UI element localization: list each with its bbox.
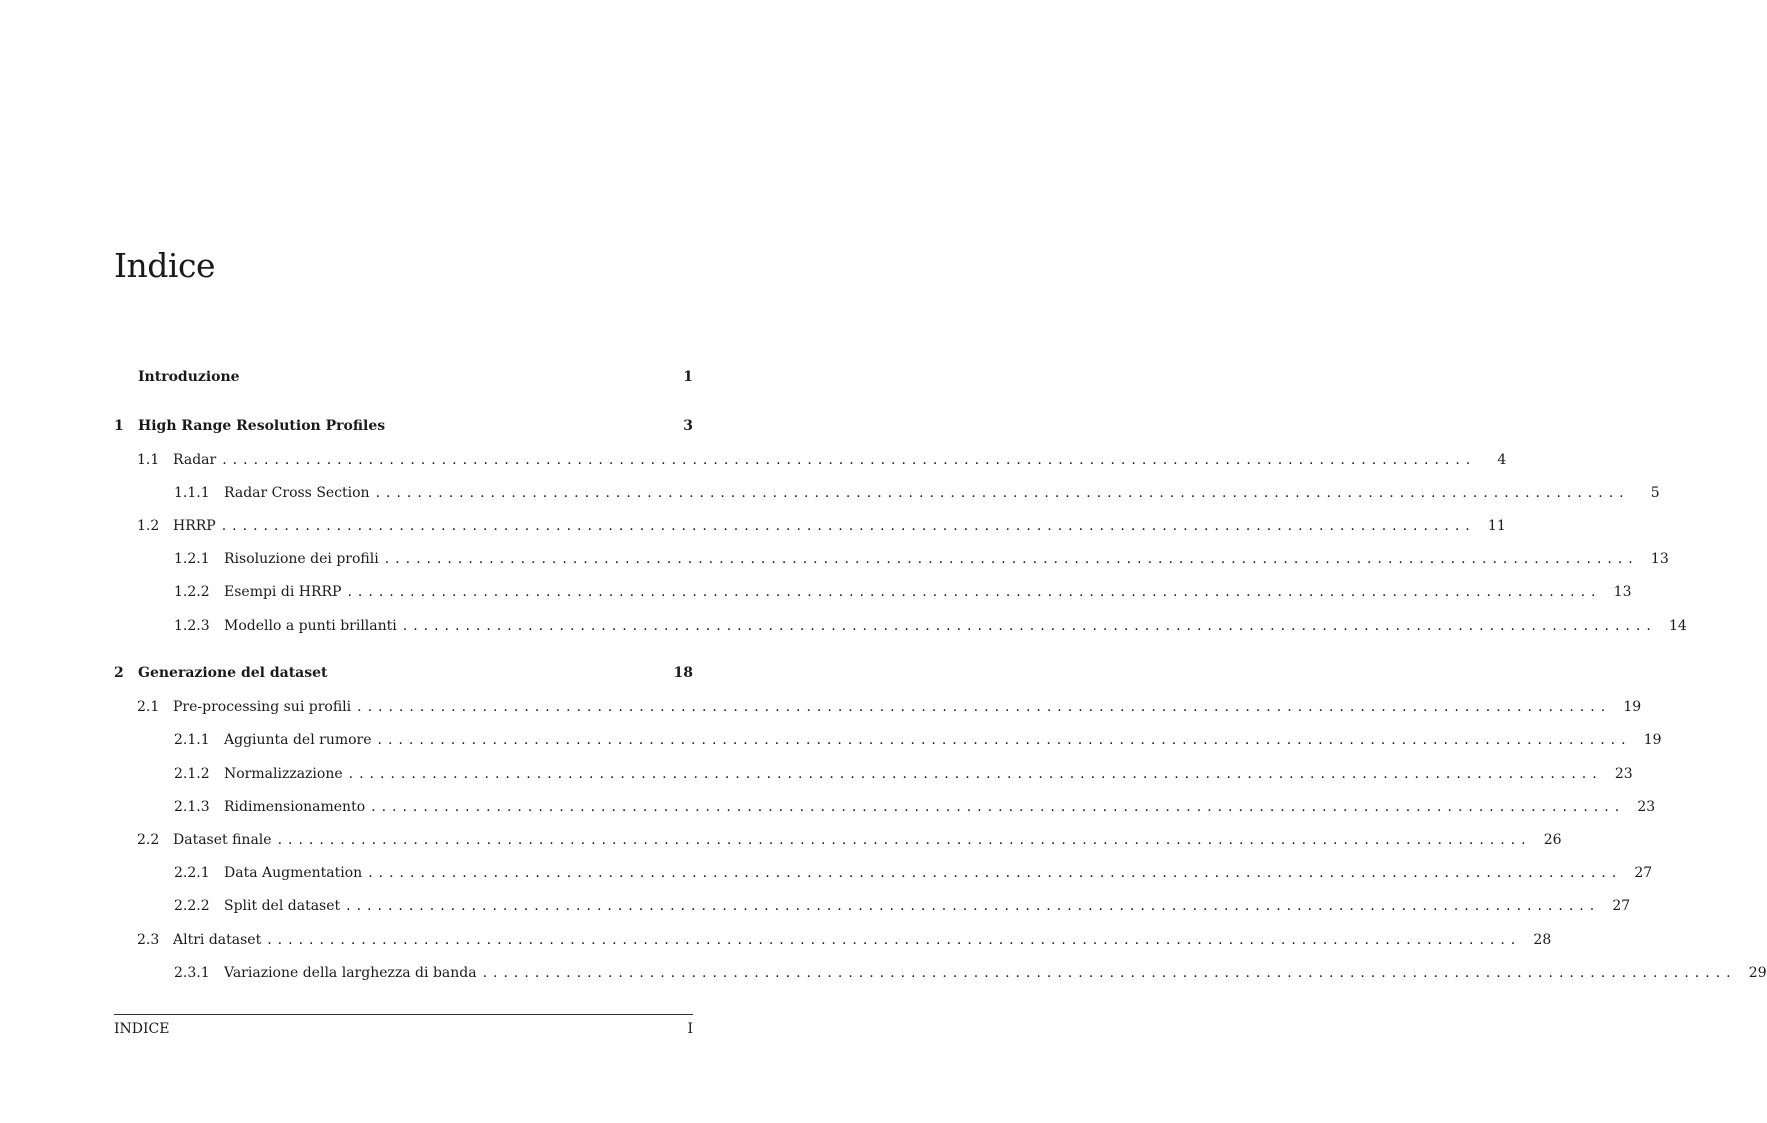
- toc-leader-dots: ........................................................................................................................: [221, 518, 1476, 534]
- toc-leader-dots: ........................................................................................................................: [368, 865, 1623, 881]
- toc-entry-label: Dataset finale: [173, 832, 272, 848]
- toc-subsection-entry[interactable]: [174, 730, 1662, 750]
- toc-entry-label: Variazione della larghezza di banda: [224, 965, 477, 981]
- toc-entry-label: Radar Cross Section: [224, 485, 370, 501]
- toc-entry-number: 1.1: [137, 452, 160, 468]
- toc-entry-label: Risoluzione dei profili: [224, 551, 379, 567]
- toc-entry-page: 26: [1543, 832, 1562, 848]
- toc-entry-label: Data Augmentation: [224, 865, 363, 881]
- toc-entry-label: Pre-processing sui profili: [173, 699, 352, 715]
- toc-leader-dots: ........................................................................................................................: [346, 898, 1601, 914]
- toc-entry-number: 2.2.1: [174, 865, 210, 881]
- toc-subsection-entry[interactable]: [174, 549, 1669, 569]
- toc-entry-page: 3: [683, 418, 693, 434]
- toc-subsection-entry[interactable]: [174, 616, 1687, 636]
- toc-entry-number: 1.2.2: [174, 584, 210, 600]
- toc-leader-dots: ........................................................................................................................: [267, 932, 1522, 948]
- toc-subsection-entry[interactable]: [174, 963, 1767, 983]
- toc-entry-label: Introduzione: [138, 369, 240, 385]
- footer-rule: [114, 1014, 693, 1015]
- toc-leader-dots: ........................................................................................................................: [277, 832, 1532, 848]
- toc-entry-number: 2.3.1: [174, 965, 210, 981]
- toc-entry-label: Split del dataset: [224, 898, 341, 914]
- toc-leader-dots: ........................................................................................................................: [357, 699, 1612, 715]
- toc-subsection-entry[interactable]: [174, 797, 1656, 817]
- toc-entry-number: 2.1.1: [174, 732, 210, 748]
- toc-leader-dots: ........................................................................................................................: [347, 584, 1602, 600]
- toc-entry-page: 27: [1634, 865, 1653, 881]
- footer-running-head: INDICE: [114, 1021, 170, 1037]
- toc-leader-dots: ........................................................................................................................: [222, 452, 1477, 468]
- toc-leader-dots: ........................................................................................................................: [375, 485, 1630, 501]
- toc-entry-number: 2.2.2: [174, 898, 210, 914]
- toc-entry-label: Aggiunta del rumore: [224, 732, 372, 748]
- toc-entry-label: High Range Resolution Profiles: [138, 418, 386, 434]
- toc-entry-page: 19: [1623, 699, 1642, 715]
- toc-entry-page: 13: [1650, 551, 1669, 567]
- toc-entry-page: 23: [1637, 799, 1656, 815]
- toc-section-entry[interactable]: [137, 450, 1507, 470]
- toc-section-entry[interactable]: [137, 930, 1552, 950]
- toc-subsection-entry[interactable]: [174, 582, 1632, 602]
- toc-entry-number: 1.1.1: [174, 485, 210, 501]
- toc-entry-page: 5: [1650, 485, 1660, 501]
- toc-entry-number: 2.1.2: [174, 766, 210, 782]
- toc-entry-number: 1.2.1: [174, 551, 210, 567]
- toc-entry-label: Esempi di HRRP: [224, 584, 342, 600]
- toc-entry-label: Radar: [173, 452, 217, 468]
- toc-entry-page: 19: [1643, 732, 1662, 748]
- toc-entry-page: 18: [673, 665, 693, 681]
- toc-entry-number: 1: [114, 418, 124, 434]
- toc-section-entry[interactable]: [137, 516, 1506, 536]
- toc-leader-dots: ........................................................................................................................: [402, 618, 1657, 634]
- toc-entry-number: 1.2: [137, 518, 160, 534]
- toc-subsection-entry[interactable]: [174, 483, 1660, 503]
- toc-chapter-entry[interactable]: [114, 416, 693, 436]
- page-title: Indice: [114, 246, 215, 285]
- toc-section-entry[interactable]: [137, 830, 1562, 850]
- toc-subsection-entry[interactable]: [174, 863, 1653, 883]
- toc-chapter-entry[interactable]: [114, 663, 693, 683]
- toc-entry-page: 14: [1668, 618, 1687, 634]
- toc-entry-label: Modello a punti brillanti: [224, 618, 397, 634]
- toc-entry-label: HRRP: [173, 518, 216, 534]
- toc-leader-dots: ........................................................................................................................: [482, 965, 1737, 981]
- toc-entry-page: 1: [683, 369, 693, 385]
- toc-entry-number: 2.1: [137, 699, 160, 715]
- toc-section-entry[interactable]: [137, 697, 1642, 717]
- toc-subsection-entry[interactable]: [174, 764, 1633, 784]
- toc-entry-page: 28: [1533, 932, 1552, 948]
- toc-leader-dots: ........................................................................................................................: [371, 799, 1626, 815]
- page-footer: [114, 1019, 693, 1039]
- toc-entry-page: 29: [1748, 965, 1767, 981]
- toc-entry-label: Ridimensionamento: [224, 799, 366, 815]
- toc-chapter-entry[interactable]: [114, 367, 693, 387]
- toc-entry-page: 4: [1497, 452, 1507, 468]
- toc-leader-dots: ........................................................................................................................: [348, 766, 1603, 782]
- toc-entry-number: 1.2.3: [174, 618, 210, 634]
- toc-leader-dots: ........................................................................................................................: [377, 732, 1632, 748]
- toc-entry-label: Altri dataset: [173, 932, 262, 948]
- toc-entry-number: 2.2: [137, 832, 160, 848]
- toc-entry-label: Generazione del dataset: [138, 665, 328, 681]
- toc-entry-page: 23: [1614, 766, 1633, 782]
- toc-leader-dots: ........................................................................................................................: [384, 551, 1639, 567]
- toc-entry-number: 2.3: [137, 932, 160, 948]
- toc-entry-page: 13: [1613, 584, 1632, 600]
- toc-entry-page: 11: [1487, 518, 1506, 534]
- footer-page-number: I: [687, 1021, 693, 1037]
- toc-entry-number: 2: [114, 665, 124, 681]
- toc-subsection-entry[interactable]: [174, 896, 1631, 916]
- toc-entry-label: Normalizzazione: [224, 766, 343, 782]
- toc-entry-number: 2.1.3: [174, 799, 210, 815]
- toc-entry-page: 27: [1612, 898, 1631, 914]
